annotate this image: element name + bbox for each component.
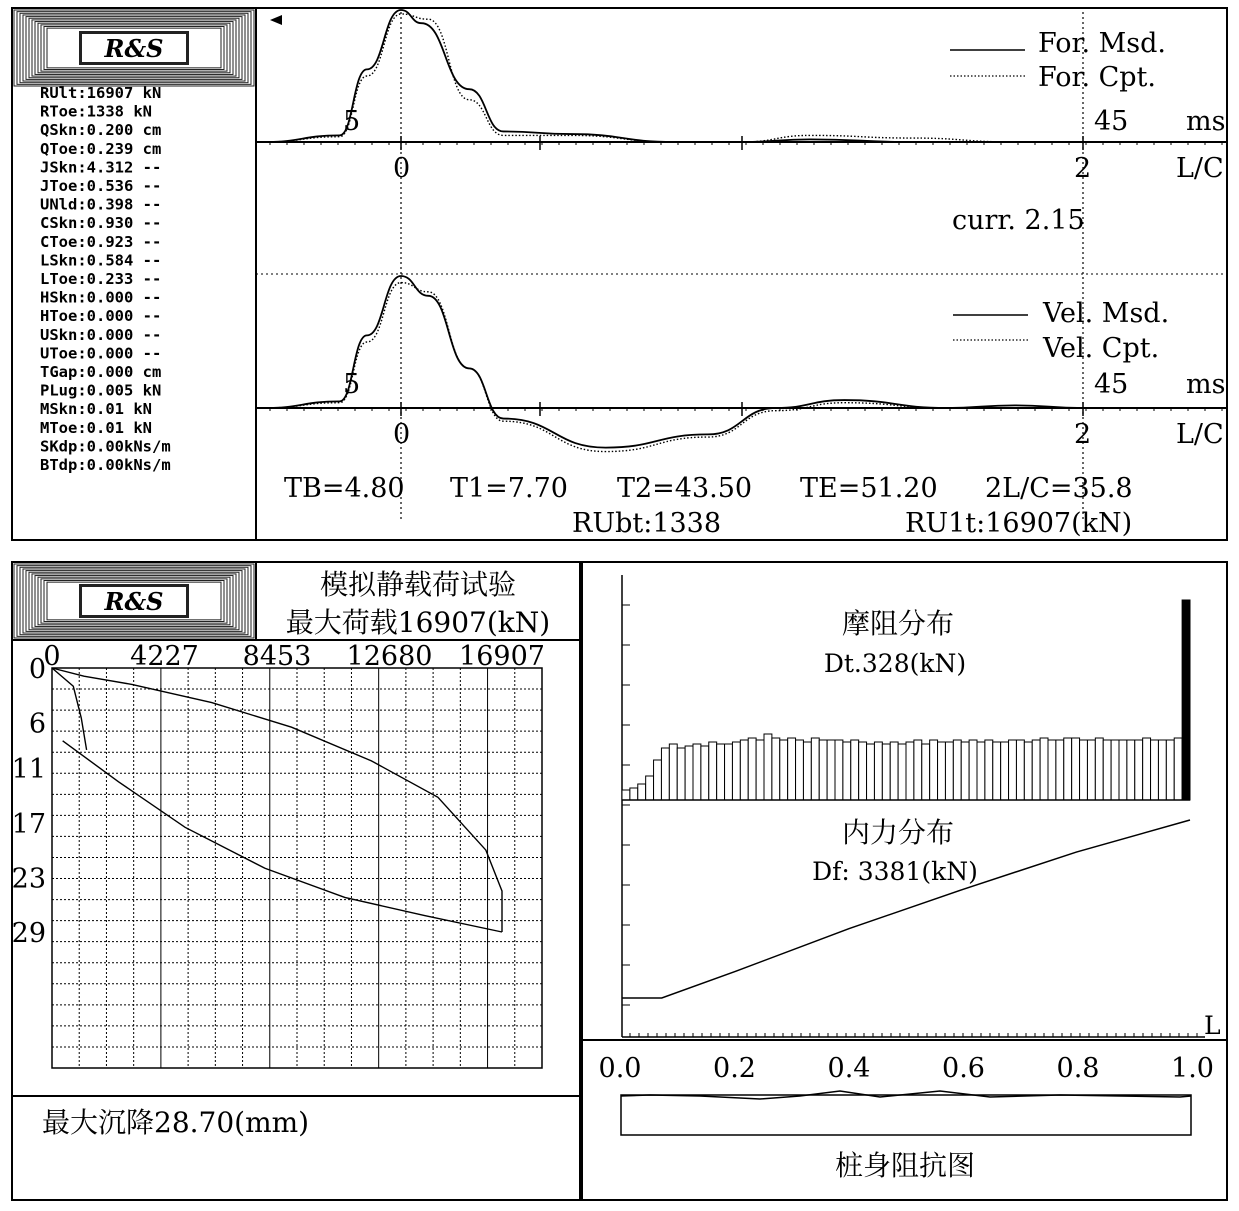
friction-bar [1127,740,1135,800]
summary-te: TE=51.20 [800,473,938,504]
friction-bar [725,744,733,800]
friction-bar [1032,740,1040,800]
friction-bar [764,734,772,800]
y-tick-label: 6 [28,708,46,740]
trace-forcpt [265,14,1152,142]
friction-bar [701,746,709,800]
friction-bar [693,744,701,800]
param-jskn: JSkn:4.312 -- [40,158,162,177]
friction-bar [945,742,953,800]
distribution-panel [582,562,1227,1200]
friction-bar [740,740,748,800]
friction-bar [1009,740,1017,800]
dist-x-tick-label: 0.6 [942,1053,985,1084]
friction-bar [985,740,993,800]
friction-bar [1080,740,1088,800]
x-tick-label: 12680 [346,641,433,672]
friction-bar [1064,738,1072,800]
friction-bar [1135,740,1143,800]
static-test-title: 模拟静载荷试验 [319,568,517,601]
friction-bar [1087,740,1095,800]
friction-bar [898,744,906,800]
friction-bar [938,742,946,800]
friction-bar [1151,740,1159,800]
friction-bar [638,784,646,800]
param-btdp: BTdp:0.00kNs/m [40,456,171,474]
force-dist-title: 内力分布 [841,816,955,849]
friction-bar [630,788,638,800]
friction-bar [977,742,985,800]
summary-tb: TB=4.80 [284,473,405,504]
friction-bar [882,744,890,800]
vel-axis-2: 2 [1074,419,1092,450]
friction-bar [1103,740,1111,800]
friction-bar [819,740,827,800]
legend-vel-cpt: Vel. Cpt. [1043,333,1160,364]
param-unld: UNld:0.398 -- [40,195,162,214]
param-htoe: HToe:0.000 -- [40,307,162,326]
param-uskn: USkn:0.000 -- [40,325,162,344]
param-skdp: SKdp:0.00kNs/m [40,437,171,456]
friction-bar [1072,738,1080,800]
vel-label-5: 5 [343,369,361,400]
load-settlement-curves [52,668,502,932]
static-test-panel [12,562,580,1200]
param-jtoe: JToe:0.536 -- [40,177,162,195]
qs-curve-0 [52,668,502,932]
friction-value: Dt.328(kN) [823,649,967,678]
y-tick-label: 29 [11,918,46,949]
param-mtoe: MToe:0.01 kN [40,418,152,437]
friction-bar [867,744,875,800]
summary-2lc: 2L/C=35.8 [985,473,1133,504]
param-rult: RUlt:16907 kN [40,84,162,102]
force-label-45: 45 [1094,106,1129,137]
friction-bar [1048,740,1056,800]
param-ltoe: LToe:0.233 -- [40,270,162,288]
force-label-5: 5 [343,106,361,137]
param-qskn: QSkn:0.200 cm [40,121,162,140]
friction-bar [1143,738,1151,800]
friction-bar [1056,740,1064,800]
y-tick-label: 11 [11,754,46,786]
summary-t2: T2=43.50 [617,473,753,504]
friction-bar [906,742,914,800]
friction-bar [1158,740,1166,800]
legend-force-msd: For. Msd. [1038,28,1166,59]
friction-bar [1040,738,1048,800]
logo-rs-bottom [14,564,254,638]
marker-arrow-icon [270,15,282,25]
vel-label-45: 45 [1094,369,1129,400]
y-tick-label: 17 [11,808,46,840]
y-tick-label: 0 [28,654,46,685]
friction-bar [1182,600,1190,800]
param-qtoe: QToe:0.239 cm [40,139,162,158]
logo-text: R&S [104,587,164,616]
legend-vel-msd: Vel. Msd. [1043,298,1170,329]
summary-t1: T1=7.70 [450,473,568,504]
vel-axis-lc: L/C [1176,419,1224,450]
friction-bar [788,738,796,800]
force-axis-0: 0 [393,153,411,184]
friction-bar [1024,742,1032,800]
top-panel [12,8,1227,540]
friction-bar [732,742,740,800]
summary-rubt: RUbt:1338 [572,508,722,539]
friction-bar [756,740,764,800]
param-plug: PLug:0.005 kN [40,381,162,400]
curr-readout: curr. 2.15 [952,205,1085,236]
qs-curve-2 [52,668,87,750]
legend-force-cpt: For. Cpt. [1038,62,1156,93]
friction-bar [993,742,1001,800]
impedance-box [621,1095,1191,1135]
force-axis-lc: L/C [1176,153,1224,184]
logo-text: R&S [104,34,164,63]
x-tick-label: 0 [43,641,61,672]
friction-bar [914,740,922,800]
friction-bar [796,740,804,800]
friction-bar [859,742,867,800]
friction-bar [922,744,930,800]
summary-ru1t: RU1t:16907(kN) [905,508,1133,539]
dist-x-tick-label: 0.0 [598,1053,642,1084]
friction-bar [1119,740,1127,800]
friction-bar [1095,738,1103,800]
param-cskn: CSkn:0.930 -- [40,214,162,233]
friction-bar [851,740,859,800]
force-dist-value: Df: 3381(kN) [812,857,978,886]
friction-bar [953,740,961,800]
max-settlement: 最大沉降28.70(mm) [42,1106,310,1139]
friction-bar [803,742,811,800]
trace-formsd [265,10,1152,142]
friction-bar [654,760,662,800]
friction-bar [709,742,717,800]
force-curves [265,10,1152,142]
friction-bar [1166,740,1174,800]
param-mskn: MSkn:0.01 kN [40,400,152,419]
friction-bar [622,790,630,800]
dist-x-tick-label: 0.8 [1056,1053,1100,1084]
friction-bar [780,740,788,800]
friction-bar [772,738,780,800]
friction-bar [1001,742,1009,800]
vel-unit-ms: ms [1186,369,1226,400]
parameter-list [40,84,171,474]
friction-bar [717,744,725,800]
friction-bar [661,748,669,800]
friction-bar [748,738,756,800]
friction-bar [1016,740,1024,800]
friction-bar [677,748,685,800]
y-tick-label: 23 [11,863,46,895]
friction-bar [843,742,851,800]
friction-bar [646,776,654,800]
param-tgap: TGap:0.000 cm [40,363,162,381]
param-ctoe: CToe:0.923 -- [40,232,162,251]
x-tick-label: 8453 [242,641,312,672]
friction-bar [874,742,882,800]
load-settlement-grid [52,668,542,1068]
friction-bar [1174,738,1182,800]
param-rtoe: RToe:1338 kN [40,102,152,121]
friction-bar [835,740,843,800]
vel-axis-0: 0 [393,419,411,450]
force-axis-2: 2 [1074,153,1092,184]
logo-rs-top [14,10,254,86]
force-unit-ms: ms [1186,106,1226,137]
dist-x-tick-label: 0.2 [713,1053,756,1084]
friction-bar [961,742,969,800]
dist-x-tick-label: 1.0 [1171,1053,1214,1084]
friction-bar [890,742,898,800]
dist-x-tick-label: 0.4 [827,1053,871,1084]
distribution-x-ticks [599,1053,1214,1084]
friction-bar [669,744,677,800]
l-label: L [1204,1011,1221,1040]
load-settlement-ticks [12,641,545,949]
x-tick-label: 16907 [459,641,545,672]
friction-bar [1111,740,1119,800]
static-test-max-load: 最大荷载16907(kN) [285,606,551,639]
param-hskn: HSkn:0.000 -- [40,288,162,307]
friction-bar [811,738,819,800]
friction-bar [969,740,977,800]
param-utoe: UToe:0.000 -- [40,344,162,363]
friction-bar [827,740,835,800]
impedance-title: 桩身阻抗图 [834,1149,976,1182]
friction-bar [685,746,693,800]
param-lskn: LSkn:0.584 -- [40,251,162,270]
friction-title: 摩阻分布 [841,607,955,640]
x-tick-label: 4227 [130,641,199,672]
friction-bar [930,740,938,800]
